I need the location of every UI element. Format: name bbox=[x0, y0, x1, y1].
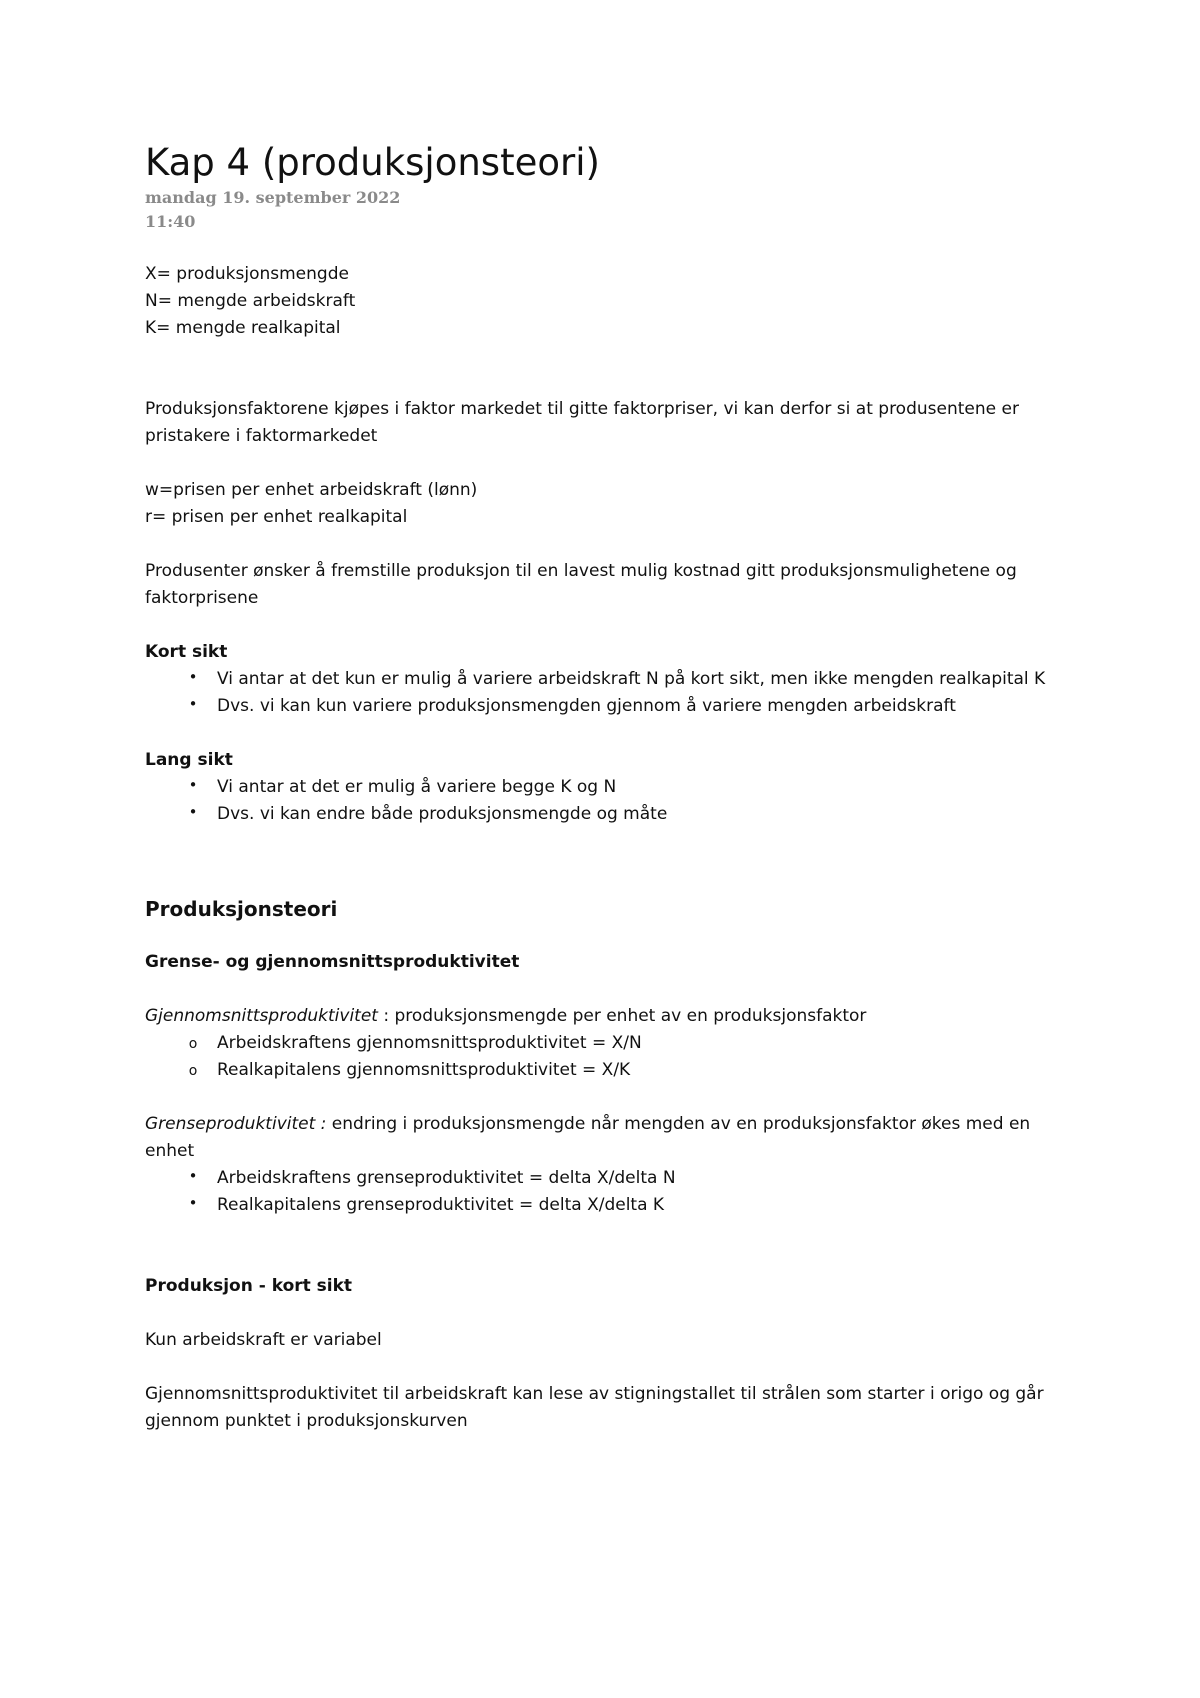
paragraph-goal: Produsenter ønsker å fremstille produksjon til en lavest mulig kostnad gitt produksjonsmulighetene og faktorprisene bbox=[145, 561, 1017, 608]
long-run-heading: Lang sikt bbox=[145, 750, 233, 770]
bullet-icon: • bbox=[188, 695, 198, 713]
list-item bbox=[145, 666, 1075, 693]
short-run-heading: Kort sikt bbox=[145, 642, 228, 662]
note-page bbox=[145, 140, 1075, 1435]
list-item bbox=[145, 1192, 1075, 1219]
term-average: Gjennomsnittsproduktivitet bbox=[145, 1006, 378, 1026]
list-item-text: Realkapitalens gjennomsnittsproduktivitet = X/K bbox=[217, 1060, 631, 1080]
long-run-list bbox=[145, 774, 1075, 828]
list-item-text: Dvs. vi kan kun variere produksjonsmengden gjennom å variere mengden arbeidskraft bbox=[217, 696, 956, 716]
list-item-text: Vi antar at det er mulig å variere begge K og N bbox=[217, 777, 617, 797]
paragraph-production-short: Gjennomsnittsproduktivitet til arbeidskraft kan lese av stigningstallet til strålen som starter i origo og går gjennom punktet i produksjonskurven bbox=[145, 1384, 1044, 1431]
bullet-icon: • bbox=[188, 1167, 198, 1185]
circle-bullet-icon: o bbox=[188, 1063, 198, 1079]
bullet-icon: • bbox=[188, 776, 198, 794]
list-item bbox=[145, 801, 1075, 828]
subsection-heading: Grense- og gjennomsnittsproduktivitet bbox=[145, 952, 520, 972]
list-item bbox=[145, 1057, 1075, 1084]
definition-n: N= mengde arbeidskraft bbox=[145, 291, 356, 311]
bullet-icon: • bbox=[188, 803, 198, 821]
list-item bbox=[145, 693, 1075, 720]
list-item bbox=[145, 1030, 1075, 1057]
bullet-icon: • bbox=[188, 1194, 198, 1212]
definition-k: K= mengde realkapital bbox=[145, 318, 341, 338]
page-title: Kap 4 (produksjonsteori) bbox=[145, 141, 600, 184]
price-r: r= prisen per enhet realkapital bbox=[145, 507, 408, 527]
paragraph-marginal bbox=[145, 1111, 1075, 1165]
definition-x: X= produksjonsmengde bbox=[145, 264, 349, 284]
production-short-line: Kun arbeidskraft er variabel bbox=[145, 1330, 382, 1350]
paragraph-factors: Produksjonsfaktorene kjøpes i faktor markedet til gitte faktorpriser, vi kan derfor si at produsentene er pristakere i faktormarkedet bbox=[145, 399, 1019, 446]
section-heading: Produksjonsteori bbox=[145, 897, 338, 921]
definition-marginal: endring i produksjonsmengde når mengden av en produksjonsfaktor økes med en enhet bbox=[145, 1114, 1031, 1161]
paragraph-average bbox=[145, 1003, 1075, 1030]
bullet-icon: • bbox=[188, 668, 198, 686]
list-item-text: Vi antar at det kun er mulig å variere arbeidskraft N på kort sikt, men ikke mengden realkapital K bbox=[217, 669, 1046, 689]
average-list bbox=[145, 1030, 1075, 1084]
marginal-list bbox=[145, 1165, 1075, 1219]
production-short-heading: Produksjon - kort sikt bbox=[145, 1276, 353, 1296]
list-item-text: Realkapitalens grenseproduktivitet = delta X/delta K bbox=[217, 1195, 665, 1215]
list-item-text: Arbeidskraftens gjennomsnittsproduktivitet = X/N bbox=[217, 1033, 642, 1053]
list-item-text: Dvs. vi kan endre både produksjonsmengde og måte bbox=[217, 804, 668, 824]
note-time: 11:40 bbox=[145, 212, 196, 231]
price-w: w=prisen per enhet arbeidskraft (lønn) bbox=[145, 480, 478, 500]
list-item bbox=[145, 774, 1075, 801]
note-date: mandag 19. september 2022 bbox=[145, 188, 401, 207]
term-marginal: Grenseproduktivitet : bbox=[145, 1114, 327, 1134]
circle-bullet-icon: o bbox=[188, 1036, 198, 1052]
short-run-list bbox=[145, 666, 1075, 720]
list-item-text: Arbeidskraftens grenseproduktivitet = delta X/delta N bbox=[217, 1168, 676, 1188]
definition-average: : produksjonsmengde per enhet av en produksjonsfaktor bbox=[377, 1006, 867, 1026]
list-item bbox=[145, 1165, 1075, 1192]
